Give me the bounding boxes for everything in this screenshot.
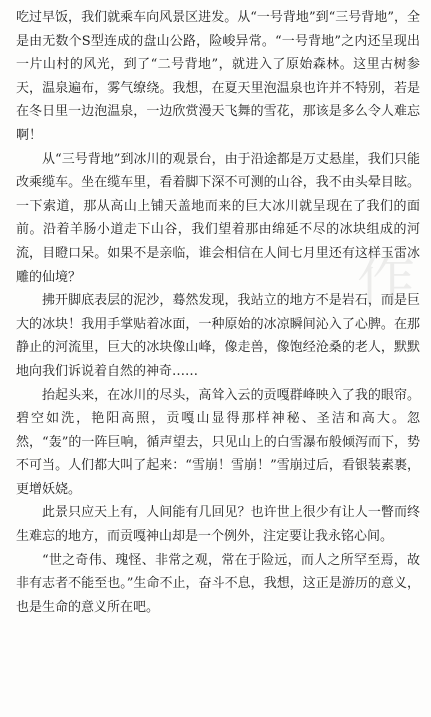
paragraph-1: 吃过早饭，我们就乘车向风景区进发。从“一号背地”到“三号背地”，全是由无数个S型连成的盘山公路，险峻异常。“一号背地”之内还呈现出一片山村的风光，到了“二号背地”，就进入了原始森林。这里古树参天，温泉遍布，雾气缭绕。我想，在夏天里泡温泉也许并不特别，若是在冬日里一边泡温泉，一边欣赏漫天飞舞的雪花，那该是多么令人难忘啊！: [16, 10, 420, 143]
paragraph-2: 从“三号背地”到冰川的观景台，由于沿途都是万丈悬崖，我们只能改乘缆车。坐在缆车里，看着脚下深不可测的山谷，我不由头晕目眩。一下索道，那从高山上铺天盖地而来的巨大冰川就呈现在了我们的面前。沿着羊肠小道走下山谷，我们望着那由绵延不尽的冰块组成的河流，目瞪口呆。如果不是亲临，谁会相信在人间七月里还有这样玉雷冰雕的仙境？: [16, 151, 420, 285]
paragraph-4: 抬起头来，在冰川的尽头，高耸入云的贡嘎群峰映入了我的眼帘。碧空如洗，艳阳高照，贡嘎山显得那样神秘、圣洁和高大。忽然，“轰”的一阵巨响，循声望去，只见山上的白雪瀑布般倾泻而下，势不可当。人们都大叫了起来：“雪崩！雪崩！”雪崩过后，看银装素裹，更增妖娆。: [16, 387, 420, 497]
article-body: [16, 6, 420, 619]
paragraph-3: 拂开脚底表层的泥沙，蓦然发现，我站立的地方不是岩石，而是巨大的冰块！我用手掌贴着冰面，一种原始的冰凉瞬间沁入了心脾。在那静止的河流里，巨大的冰块像山峰，像走兽，像饱经沧桑的老人，默默地向我们诉说着自然的神奇……: [16, 293, 420, 379]
paragraph-5: 此景只应天上有，人间能有几回见？也许世上很少有让人一瞥而终生难忘的地方，而贡嘎神山却是一个例外，注定要让我永铭心间。: [16, 505, 420, 545]
watermark: 作: [356, 245, 415, 313]
paragraph-6: “世之奇伟、瑰怪、非常之观，常在于险远，而人之所罕至焉，故非有志者不能至也。”生命不止，奋斗不息，我想，这正是游历的意义，也是生命的意义所在吧。: [16, 552, 420, 615]
